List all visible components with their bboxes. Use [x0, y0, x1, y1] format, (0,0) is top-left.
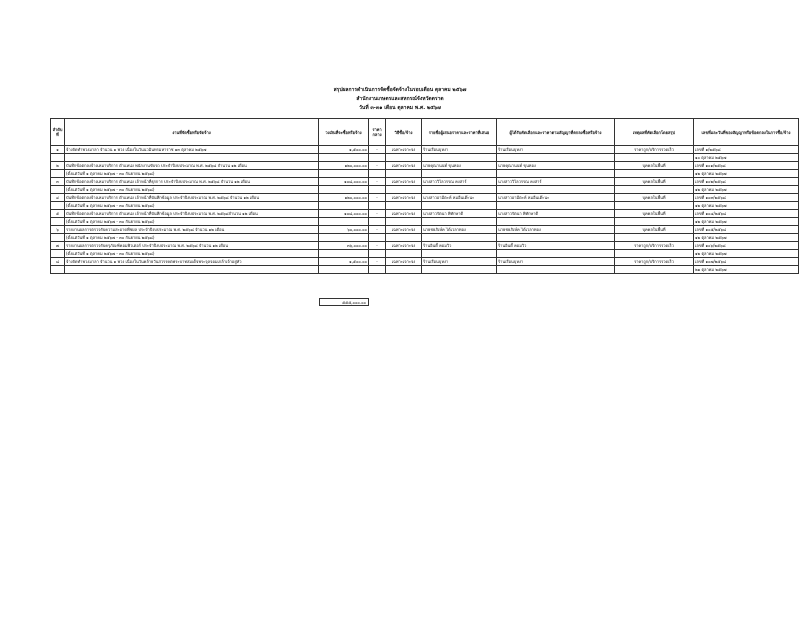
row-method: เฉพาะเจาะจง	[386, 258, 422, 266]
row-reason	[615, 154, 694, 162]
document-title: สรุปผลการดำเนินการจัดซื้อจัดจ้างในรอบเดือน ตุลาคม ๒๕๖๗	[333, 87, 467, 93]
row-no	[51, 186, 65, 194]
row-no	[51, 266, 65, 274]
row-winner	[497, 170, 615, 178]
row-budget: ๑๒๐,๐๐๐.๐๐	[319, 194, 369, 202]
row-item: บันทึกข้อตกลงจ้างเหมาบริการ ตำแหน่ง เจ้าหน้าที่บันทึกข้อมูล ประจำปีงบประมาณ พ.ศ. ๒๕๖๘ จำนวน ๑๒ เดือน	[65, 194, 319, 202]
table-row	[51, 250, 799, 258]
row-no: ๑	[51, 146, 65, 154]
row-item: รายงานผลการตรวจรับความสะอาดพืชผล ประจำปีงบประมาณ พ.ศ. ๒๕๖๘ จำนวน ๑๒ เดือน	[65, 226, 319, 234]
table-row	[51, 202, 799, 210]
row-item: รายงานผลการตรวจรับครุภัณฑ์คอมพิวเตอร์ ประจำปีงบประมาณ พ.ศ. ๒๕๖๘ จำนวน ๑๒ เดือน	[65, 242, 319, 250]
row-winner	[497, 186, 615, 194]
row-reason	[615, 250, 694, 258]
row-contract: ๑๒ ตุลาคม ๒๕๖๗	[694, 170, 799, 178]
row-median: -	[369, 258, 386, 266]
row-median	[369, 266, 386, 274]
row-bidder	[422, 186, 497, 194]
row-item	[65, 266, 319, 274]
row-median	[369, 202, 386, 210]
row-method	[386, 202, 422, 210]
row-median	[369, 250, 386, 258]
col-header-reason: เหตุผลที่คัดเลือกโดยสรุป	[615, 119, 694, 146]
col-header-no: ลำดับที่	[51, 119, 65, 146]
row-median: -	[369, 146, 386, 154]
table-row	[51, 226, 799, 234]
row-contract: เลขที่ ๑๐๔/๒๕๖๘	[694, 210, 799, 218]
row-median: -	[369, 162, 386, 170]
row-item: (ตั้งแต่วันที่ ๑ ตุลาคม ๒๕๖๗ - ๓๐ กันยายน ๒๕๖๘)	[65, 234, 319, 242]
row-winner	[497, 234, 615, 242]
col-header-bidders: รายชื่อผู้เสนอราคาและราคาที่เสนอ	[422, 119, 497, 146]
row-contract: ๑๐ ตุลาคม ๒๕๖๗	[694, 154, 799, 162]
row-no	[51, 250, 65, 258]
row-median	[369, 154, 386, 162]
row-winner: นางสาวอามีตะห์ หมอีนเต๊ะนะ	[497, 194, 615, 202]
col-header-median: ราคากลาง	[369, 119, 386, 146]
row-method	[386, 266, 422, 274]
table-row	[51, 154, 799, 162]
row-winner	[497, 250, 615, 258]
row-item: บันทึกข้อตกลงจ้างเหมาบริการ ตำแหน่ง พนักงานขับรถ ประจำปีงบประมาณ พ.ศ. ๒๕๖๘ จำนวน ๑๒ เดือน	[65, 162, 319, 170]
row-budget	[319, 234, 369, 242]
table-header-row	[51, 119, 799, 146]
row-item: (ตั้งแต่วันที่ ๑ ตุลาคม ๒๕๖๗ - ๓๐ กันยายน ๒๕๖๘)	[65, 202, 319, 210]
row-bidder: นางสาวรัตนา พิทักษาดี	[422, 210, 497, 218]
row-no: ๘	[51, 258, 65, 266]
row-item: บันทึกข้อตกลงจ้างเหมาบริการ ตำแหน่ง เจ้าหน้าที่บันทึกข้อมูล ประจำปีงบประมาณ พ.ศ. ๒๕๖๘จำนวน ๑๒ เดือน	[65, 210, 319, 218]
row-bidder	[422, 154, 497, 162]
col-header-item: งานที่จัดซื้อหรือจัดจ้าง	[65, 119, 319, 146]
row-method: เฉพาะเจาะจง	[386, 210, 422, 218]
table-row	[51, 210, 799, 218]
row-bidder	[422, 170, 497, 178]
row-method	[386, 170, 422, 178]
row-budget	[319, 170, 369, 178]
row-no	[51, 154, 65, 162]
row-median: -	[369, 210, 386, 218]
row-winner	[497, 266, 615, 274]
row-median	[369, 218, 386, 226]
row-bidder: ร้านเรือนบุหงา	[422, 146, 497, 154]
row-contract: ๑๒ ตุลาคม ๒๕๖๗	[694, 234, 799, 242]
row-item: (ตั้งแต่วันที่ ๑ ตุลาคม ๒๕๖๗ - ๓๐ กันยายน ๒๕๖๘)	[65, 186, 319, 194]
table-row	[51, 234, 799, 242]
row-winner: นางสาววิไลวรรณ คงสาร์	[497, 178, 615, 186]
row-median	[369, 186, 386, 194]
table-row	[51, 170, 799, 178]
row-reason	[615, 266, 694, 274]
row-no: ๓	[51, 178, 65, 186]
row-contract: ๑๒ ตุลาคม ๒๕๖๗	[694, 186, 799, 194]
row-winner: ร้านเรือนบุหงา	[497, 146, 615, 154]
row-winner: นางสาวรัตนา พิทักษาดี	[497, 210, 615, 218]
row-reason	[615, 234, 694, 242]
row-item: จ้างจัดทำพวงมาลา จำนวน ๑ พวง เนื่องในวันนวมินทรมหาราช ๑๓ ตุลาคม ๒๕๖๗	[65, 146, 319, 154]
row-winner	[497, 218, 615, 226]
row-bidder	[422, 250, 497, 258]
row-no	[51, 218, 65, 226]
table-row	[51, 186, 799, 194]
row-bidder	[422, 234, 497, 242]
row-method	[386, 234, 422, 242]
row-no: ๒	[51, 162, 65, 170]
row-budget: ๑,๕๐๐.๐๐	[319, 258, 369, 266]
row-budget	[319, 250, 369, 258]
row-median: -	[369, 194, 386, 202]
row-no: ๖	[51, 226, 65, 234]
row-contract: เลขที่ ๑๐๒/๒๕๖๘	[694, 178, 799, 186]
row-budget	[319, 202, 369, 210]
row-contract: เลขที่ ๑๐๑/๒๕๖๘	[694, 162, 799, 170]
row-bidder: นายคุณานนท์ ขุนทอง	[422, 162, 497, 170]
row-median: -	[369, 178, 386, 186]
row-contract: ๒๑ ตุลาคม ๒๕๖๗	[694, 266, 799, 274]
row-reason	[615, 170, 694, 178]
row-method: เฉพาะเจาะจง	[386, 194, 422, 202]
row-contract: เลขที่ ๑๐๕/๒๕๖๘	[694, 226, 799, 234]
table-row	[51, 258, 799, 266]
row-bidder	[422, 202, 497, 210]
row-no: ๕	[51, 210, 65, 218]
row-reason: บุคคลในพื้นที่	[615, 210, 694, 218]
row-no: ๔	[51, 194, 65, 202]
row-bidder: นางสาววิไลวรรณ คงสาร์	[422, 178, 497, 186]
row-no	[51, 170, 65, 178]
row-winner: นายคุณานนท์ ขุนทอง	[497, 162, 615, 170]
total-budget: ๕๕๕,๐๐๐.๐๐	[319, 298, 369, 306]
row-item: บันทึกข้อตกลงจ้างเหมาบริการ ตำแหน่ง เจ้าหน้าที่ธุรการ ประจำปีงบประมาณ พ.ศ. ๒๕๖๘ จำนวน ๑๒ เดือน	[65, 178, 319, 186]
row-contract: เลขที่ ๑๐๓/๒๕๖๘	[694, 194, 799, 202]
col-header-method: วิธีซื้อ/จ้าง	[386, 119, 422, 146]
row-reason: บุคคลในพื้นที่	[615, 178, 694, 186]
report-date: วันที่ ๓-๓๑ เดือน ตุลาคม พ.ศ. ๒๕๖๗	[359, 105, 441, 111]
row-budget	[319, 186, 369, 194]
row-contract: เลขที่ ๑๐๖/๒๕๖๘	[694, 242, 799, 250]
row-budget: ๑๐๘,๐๐๐.๐๐	[319, 178, 369, 186]
row-reason: บุคคลในพื้นที่	[615, 162, 694, 170]
agency-name: สำนักงานเกษตรและสหกรณ์จังหวัดตราด	[356, 96, 444, 102]
table-row	[51, 218, 799, 226]
row-median: -	[369, 242, 386, 250]
row-method: เฉพาะเจาะจง	[386, 178, 422, 186]
row-budget: ๑๒๐,๐๐๐.๐๐	[319, 162, 369, 170]
row-median	[369, 234, 386, 242]
row-budget	[319, 218, 369, 226]
row-budget: ๑,๕๐๐.๐๐	[319, 146, 369, 154]
row-budget	[319, 154, 369, 162]
row-contract: เลขที่ ๑๐๗/๒๕๖๘	[694, 258, 799, 266]
row-median: -	[369, 226, 386, 234]
row-reason: บุคคลในพื้นที่	[615, 194, 694, 202]
row-winner	[497, 202, 615, 210]
row-item: (ตั้งแต่วันที่ ๑ ตุลาคม ๒๕๖๗ - ๓๐ กันยายน ๒๕๖๘)	[65, 250, 319, 258]
row-method: เฉพาะเจาะจง	[386, 242, 422, 250]
row-no	[51, 234, 65, 242]
row-reason	[615, 202, 694, 210]
row-bidder: ร้านเรือนบุหงา	[422, 258, 497, 266]
table-row	[51, 178, 799, 186]
row-budget: ๓๖,๐๐๐.๐๐	[319, 242, 369, 250]
row-bidder: นางสาวอามีตะห์ หมอีนเต๊ะนะ	[422, 194, 497, 202]
row-reason	[615, 218, 694, 226]
row-reason: ราคาถูก/บริการรวดเร็ว	[615, 146, 694, 154]
row-method: เฉพาะเจาะจง	[386, 162, 422, 170]
table-row	[51, 242, 799, 250]
row-budget	[319, 266, 369, 274]
row-winner: ร้านอินดี้ คอมวิว	[497, 242, 615, 250]
table-row	[51, 266, 799, 274]
col-header-budget: วงเงินที่จะซื้อหรือจ้าง	[319, 119, 369, 146]
table-row	[51, 146, 799, 154]
row-reason	[615, 186, 694, 194]
row-reason: ราคาถูก/บริการรวดเร็ว	[615, 258, 694, 266]
table-row	[51, 162, 799, 170]
row-bidder	[422, 266, 497, 274]
row-method	[386, 186, 422, 194]
row-item: (ตั้งแต่วันที่ ๑ ตุลาคม ๒๕๖๗ - ๓๐ กันยายน ๒๕๖๘)	[65, 218, 319, 226]
row-budget: ๖๐,๐๐๐.๐๐	[319, 226, 369, 234]
row-item	[65, 154, 319, 162]
row-method	[386, 250, 422, 258]
row-bidder: ร้านอินดี้ คอมวิว	[422, 242, 497, 250]
row-budget: ๑๐๘,๐๐๐.๐๐	[319, 210, 369, 218]
row-item: (ตั้งแต่วันที่ ๑ ตุลาคม ๒๕๖๗ - ๓๐ กันยายน ๒๕๖๘)	[65, 170, 319, 178]
row-contract: ๑๒ ตุลาคม ๒๕๖๗	[694, 250, 799, 258]
row-method	[386, 154, 422, 162]
col-header-winner: ผู้ได้รับคัดเลือกและราคาตามสัญญาที่ตกลงซื้อหรือจ้าง	[497, 119, 615, 146]
row-median	[369, 170, 386, 178]
row-winner: ร้านเรือนบุหงา	[497, 258, 615, 266]
row-method	[386, 218, 422, 226]
row-method: เฉพาะเจาะจง	[386, 146, 422, 154]
col-header-contract: เลขที่และวันที่ของสัญญาหรือข้อตกลงในการซื้อ/จ้าง	[694, 119, 799, 146]
row-bidder	[422, 218, 497, 226]
row-winner: นายชยภิเษ์ค ได้เวลาทอง	[497, 226, 615, 234]
row-bidder: นายชยภิเษ์ค ได้เวลาทอง	[422, 226, 497, 234]
row-contract: เลขที่ ๑/๒๕๖๘	[694, 146, 799, 154]
row-no: ๗	[51, 242, 65, 250]
row-contract: ๑๒ ตุลาคม ๒๕๖๗	[694, 202, 799, 210]
table-row	[51, 194, 799, 202]
row-reason: ราคาถูก/บริการรวดเร็ว	[615, 242, 694, 250]
row-winner	[497, 154, 615, 162]
row-item: จ้างจัดทำพวงมาลา จำนวน ๑ พวง เนื่องในวันคล้ายวันสวรรคตพระบาทสมเด็จพระจุลจอมเกล้าเจ้าอยู่หัว	[65, 258, 319, 266]
row-no	[51, 202, 65, 210]
row-method: เฉพาะเจาะจง	[386, 226, 422, 234]
procurement-table	[50, 118, 799, 274]
row-contract: ๑๒ ตุลาคม ๒๕๖๗	[694, 218, 799, 226]
row-reason: บุคคลในพื้นที่	[615, 226, 694, 234]
